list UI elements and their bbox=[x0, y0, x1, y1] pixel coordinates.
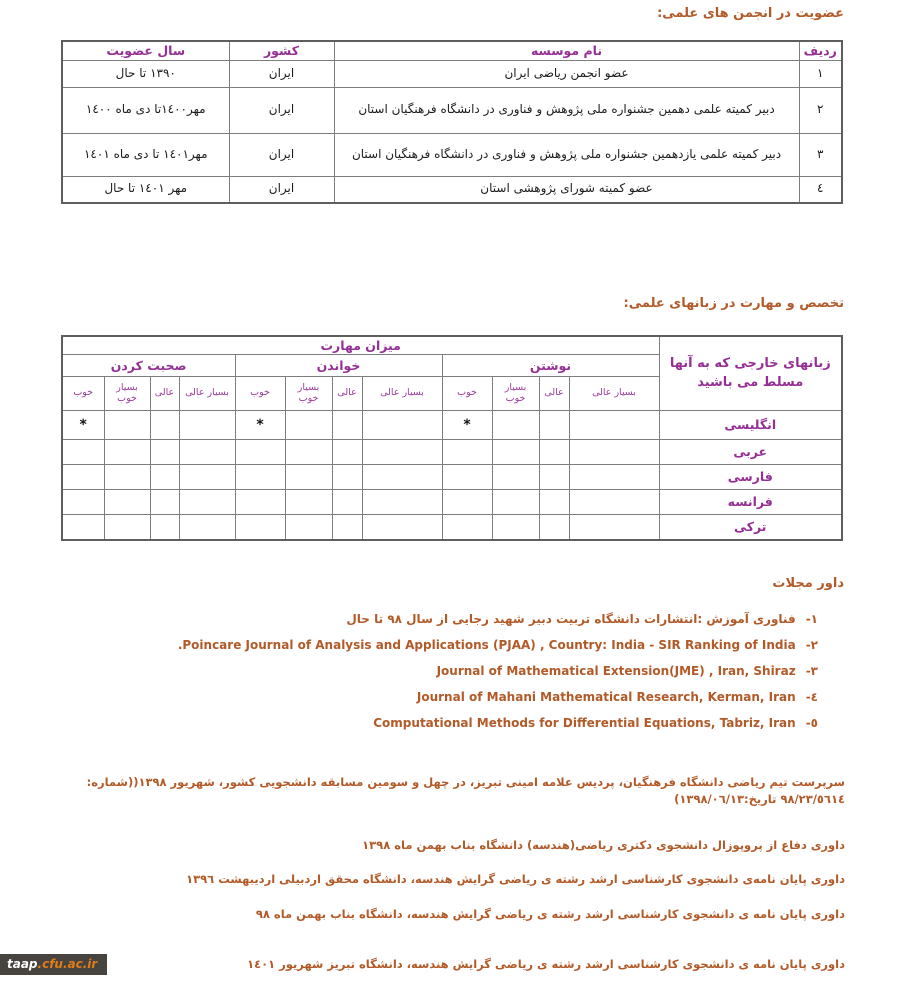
watermark-brand: taap bbox=[7, 957, 38, 971]
skill-mark-cell: * bbox=[62, 411, 104, 440]
skill-mark-cell bbox=[332, 490, 362, 515]
reviewer-list bbox=[48, 606, 818, 736]
skill-mark-cell bbox=[150, 490, 179, 515]
skill-mark-cell bbox=[179, 515, 235, 540]
skill-mark-cell bbox=[442, 440, 492, 465]
list-item-number: ٢- bbox=[805, 638, 818, 652]
language-row-turkish bbox=[62, 515, 842, 540]
skill-mark-cell bbox=[285, 411, 332, 440]
memberships-header-row bbox=[62, 41, 842, 60]
skill-mark-cell bbox=[332, 440, 362, 465]
skill-mark-cell bbox=[62, 515, 104, 540]
languages-section-title: تخصص و مهارت در زبانهای علمی: bbox=[623, 296, 844, 311]
skill-mark-cell bbox=[104, 515, 150, 540]
language-row-arabic bbox=[62, 440, 842, 465]
membership-year: مهر١٤٠٠تا دی ماه ١٤٠٠ bbox=[62, 87, 229, 133]
table-row bbox=[62, 133, 842, 176]
org-name: دبیر کمیته علمی دهمین جشنواره ملی پژوهش و فناوری در دانشگاه فرهنگیان استان bbox=[334, 87, 799, 133]
paragraph-thesis-review-3: داوری پایان نامه ی دانشجوی کارشناسی ارشد رشته ی ریاضی گرایش هندسه، دانشگاه تبریز شهریور ١٤٠١ bbox=[247, 957, 845, 971]
skill-mark-cell bbox=[492, 411, 539, 440]
skill-mark-cell bbox=[539, 490, 569, 515]
list-item-text: Journal of Mathematical Extension(JME) , Iran, Shiraz bbox=[436, 664, 796, 678]
skill-mark-cell bbox=[539, 440, 569, 465]
skill-mark-cell bbox=[362, 515, 442, 540]
table-row bbox=[62, 176, 842, 203]
level-label: بسیار عالی bbox=[179, 377, 235, 411]
col-header-org: نام موسسه bbox=[334, 41, 799, 60]
skill-mark-cell bbox=[235, 515, 285, 540]
language-name: انگلیسی bbox=[659, 411, 842, 440]
group-speaking: صحبت کردن bbox=[62, 355, 235, 377]
skill-mark-cell bbox=[492, 515, 539, 540]
level-label: بسیار خوب bbox=[285, 377, 332, 411]
paragraph-thesis-review-2: داوری پایان نامه ی دانشجوی کارشناسی ارشد رشته ی ریاضی گرایش هندسه، دانشگاه بناب بهمن ماه ٩٨ bbox=[255, 907, 845, 921]
site-watermark bbox=[0, 954, 107, 975]
skill-mark-cell bbox=[179, 490, 235, 515]
language-row-english bbox=[62, 411, 842, 440]
skill-mark-cell bbox=[332, 411, 362, 440]
list-item-text: Journal of Mahani Mathematical Research, Kerman, Iran bbox=[416, 690, 796, 704]
skill-mark-cell bbox=[569, 440, 659, 465]
list-item-number: ٤- bbox=[805, 690, 818, 704]
skill-mark-cell bbox=[362, 440, 442, 465]
col-header-year: سال عضویت bbox=[62, 41, 229, 60]
memberships-section-title: عضویت در انجمن های علمی: bbox=[657, 6, 844, 21]
list-item bbox=[48, 684, 818, 710]
table-row bbox=[62, 60, 842, 87]
skill-mark-cell bbox=[104, 440, 150, 465]
skill-mark-cell bbox=[235, 465, 285, 490]
level-label: خوب bbox=[62, 377, 104, 411]
language-name: فرانسه bbox=[659, 490, 842, 515]
language-row-french bbox=[62, 490, 842, 515]
skill-mark-cell bbox=[179, 440, 235, 465]
col-header-country: کشور bbox=[229, 41, 334, 60]
list-item-text: Computational Methods for Differential Equations, Tabriz, Iran bbox=[373, 716, 796, 730]
language-name: عربی bbox=[659, 440, 842, 465]
col-header-radif: ردیف bbox=[799, 41, 842, 60]
org-name: عضو کمیته شورای پژوهشی استان bbox=[334, 176, 799, 203]
list-item-number: ٥- bbox=[805, 716, 818, 730]
skill-mark-cell bbox=[332, 515, 362, 540]
skill-mark-cell bbox=[150, 440, 179, 465]
skill-mark-cell bbox=[285, 515, 332, 540]
skill-mark-cell bbox=[442, 465, 492, 490]
level-label: خوب bbox=[442, 377, 492, 411]
skill-level-header: میزان مهارت bbox=[62, 336, 659, 355]
skill-mark-cell: * bbox=[235, 411, 285, 440]
list-item bbox=[48, 658, 818, 684]
skill-header-row bbox=[62, 336, 842, 355]
skill-mark-cell bbox=[539, 515, 569, 540]
skill-mark-cell bbox=[150, 465, 179, 490]
skill-mark-cell bbox=[492, 465, 539, 490]
language-column-header: زبانهای خارجی که به آنها مسلط می باشید bbox=[659, 336, 842, 411]
skill-mark-cell bbox=[492, 490, 539, 515]
skill-mark-cell bbox=[62, 440, 104, 465]
org-name: دبیر کمیته علمی یازدهمین جشنواره ملی پژوهش و فناوری در دانشگاه فرهنگیان استان bbox=[334, 133, 799, 176]
skill-mark-cell bbox=[569, 411, 659, 440]
level-label: عالی bbox=[150, 377, 179, 411]
list-item-number: ٣- bbox=[805, 664, 818, 678]
reviewer-section-title: داور مجلات bbox=[772, 576, 844, 591]
skill-mark-cell bbox=[235, 440, 285, 465]
language-name: ترکی bbox=[659, 515, 842, 540]
list-item-text: فناوری آموزش :انتشارات دانشگاه تربیت دبیر شهید رجایی از سال ٩٨ تا حال bbox=[346, 612, 796, 626]
language-row-persian bbox=[62, 465, 842, 490]
skill-mark-cell bbox=[362, 411, 442, 440]
skill-mark-cell bbox=[539, 465, 569, 490]
country-value: ایران bbox=[229, 176, 334, 203]
language-skills-table bbox=[61, 335, 843, 541]
skill-mark-cell bbox=[569, 490, 659, 515]
list-item-text: Poincare Journal of Analysis and Applications (PJAA) , Country: India - SIR Ranking of India. bbox=[177, 638, 796, 652]
row-number: ١ bbox=[799, 60, 842, 87]
membership-year: مهر ١٤٠١ تا حال bbox=[62, 176, 229, 203]
list-item bbox=[48, 710, 818, 736]
group-reading: خواندن bbox=[235, 355, 442, 377]
list-item-number: ١- bbox=[805, 612, 818, 626]
paragraph-team-supervisor: سرپرست تیم ریاضی دانشگاه فرهنگیان، پردیس علامه امینی تبریز، در چهل و سومین مسابقه دانشجویی کشور، شهریور ١٣٩٨((شماره: ٩٨/٢٣/٥٦١٤ تاریخ:١٣٩٨/٠٦/١٣) bbox=[86, 775, 845, 806]
memberships-table bbox=[61, 40, 843, 204]
paragraph-thesis-review-1: داوری پایان نامه‌ی دانشجوی کارشناسی ارشد رشته ی ریاضی گرایش هندسه، دانشگاه محقق اردبیلی اردیبهشت ١٣٩٦ bbox=[186, 872, 845, 886]
skill-mark-cell bbox=[179, 411, 235, 440]
skill-mark-cell bbox=[285, 490, 332, 515]
level-label: بسیار عالی bbox=[569, 377, 659, 411]
skill-mark-cell bbox=[62, 465, 104, 490]
skill-mark-cell bbox=[332, 465, 362, 490]
skill-mark-cell bbox=[62, 490, 104, 515]
skill-mark-cell bbox=[179, 465, 235, 490]
table-row bbox=[62, 87, 842, 133]
row-number: ٢ bbox=[799, 87, 842, 133]
skill-mark-cell bbox=[104, 411, 150, 440]
level-label: عالی bbox=[539, 377, 569, 411]
skill-mark-cell bbox=[285, 465, 332, 490]
language-name: فارسی bbox=[659, 465, 842, 490]
skill-mark-cell bbox=[362, 490, 442, 515]
country-value: ایران bbox=[229, 60, 334, 87]
row-number: ٤ bbox=[799, 176, 842, 203]
skill-mark-cell bbox=[569, 465, 659, 490]
skill-mark-cell: * bbox=[442, 411, 492, 440]
skill-mark-cell bbox=[150, 411, 179, 440]
level-label: بسیار عالی bbox=[362, 377, 442, 411]
skill-mark-cell bbox=[285, 440, 332, 465]
group-writing: نوشتن bbox=[442, 355, 659, 377]
skill-mark-cell bbox=[442, 515, 492, 540]
level-label: عالی bbox=[332, 377, 362, 411]
skill-mark-cell bbox=[492, 440, 539, 465]
paragraph-proposal-defense: داوری دفاع از پروپوزال دانشجوی دکتری ریاضی(هندسه) دانشگاه بناب بهمن ماه ١٣٩٨ bbox=[362, 838, 845, 852]
row-number: ٣ bbox=[799, 133, 842, 176]
membership-year: ١٣٩٠ تا حال bbox=[62, 60, 229, 87]
list-item bbox=[48, 606, 818, 632]
list-item bbox=[48, 632, 818, 658]
skill-mark-cell bbox=[104, 490, 150, 515]
skill-mark-cell bbox=[362, 465, 442, 490]
watermark-domain: .cfu.ac.ir bbox=[37, 957, 98, 971]
country-value: ایران bbox=[229, 87, 334, 133]
skill-mark-cell bbox=[442, 490, 492, 515]
level-label: بسیار خوب bbox=[104, 377, 150, 411]
level-label: خوب bbox=[235, 377, 285, 411]
skill-mark-cell bbox=[235, 490, 285, 515]
country-value: ایران bbox=[229, 133, 334, 176]
org-name: عضو انجمن ریاضی ایران bbox=[334, 60, 799, 87]
skill-mark-cell bbox=[104, 465, 150, 490]
skill-mark-cell bbox=[539, 411, 569, 440]
level-label: بسیار خوب bbox=[492, 377, 539, 411]
membership-year: مهر١٤٠١ تا دی ماه ١٤٠١ bbox=[62, 133, 229, 176]
skill-mark-cell bbox=[150, 515, 179, 540]
skill-mark-cell bbox=[569, 515, 659, 540]
